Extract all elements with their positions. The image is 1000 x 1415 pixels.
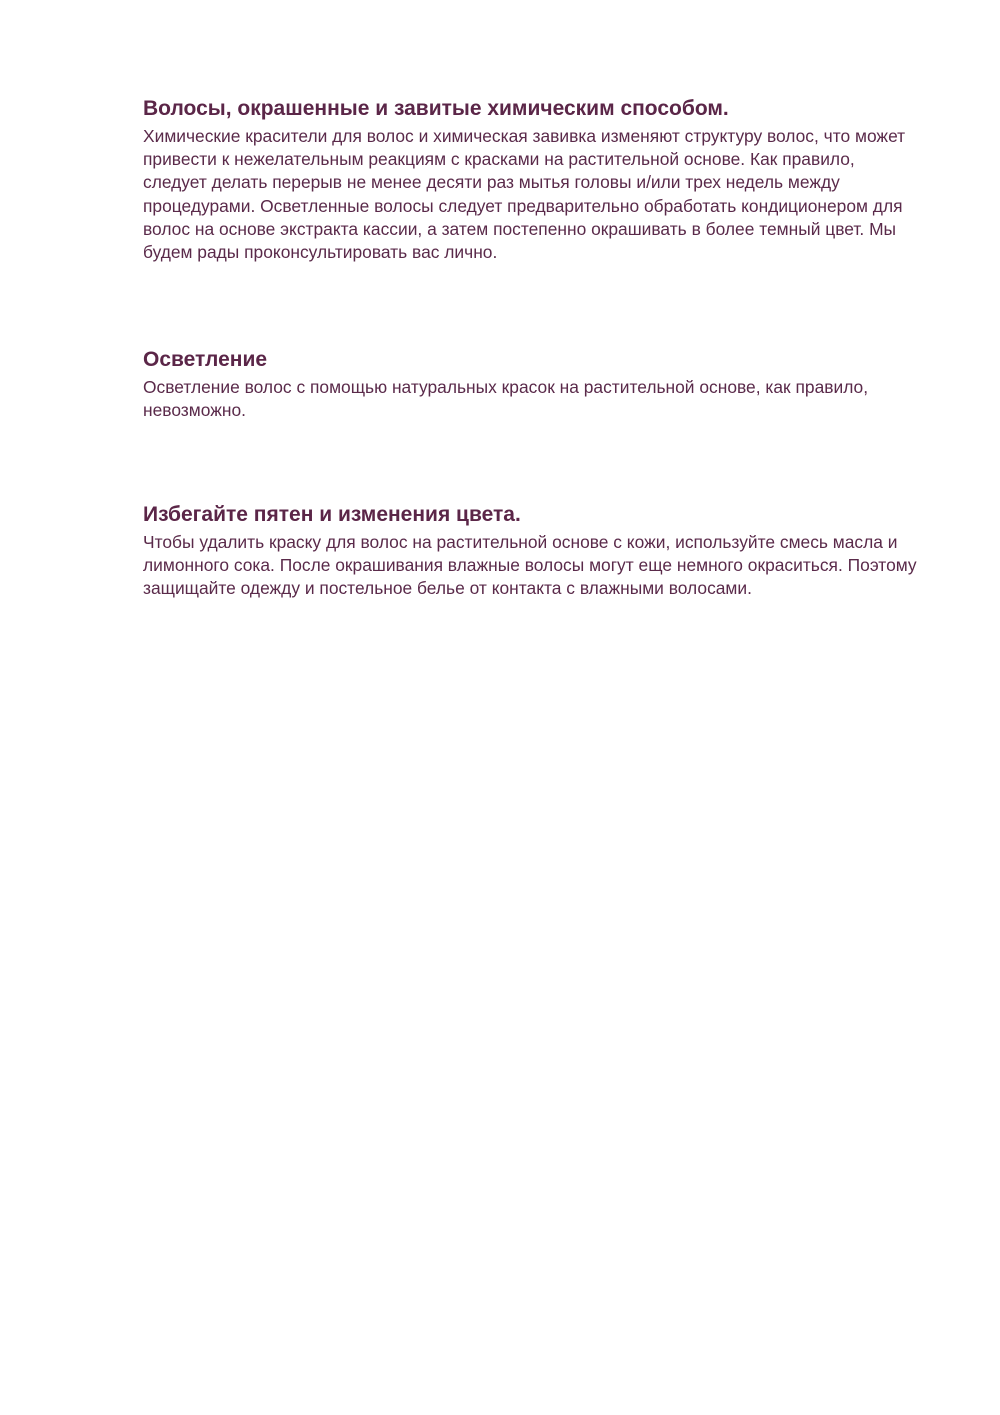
section-body: Осветление волос с помощью натуральных красок на растительной основе, как правило, невозможно. [143,377,869,421]
section-body: Химические красители для волос и химическая завивка изменяют структуру волос, что может привести к нежелательным реакциям с красками на растительной основе. Как правило, следует делать перерыв не менее десяти раз мытья головы и/или трех недель между процедурами. Осветленные волосы следует предварительно обработать кондиционером для волос на основе экстракта кассии, а затем постепенно окрашивать в более темный цвет. Мы будем рады проконсультировать вас лично. [143,126,906,263]
section-title: Волосы, окрашенные и завитые химическим способом. [143,97,729,120]
section-lightening [143,346,923,422]
section-title: Избегайте пятен и изменения цвета. [143,502,521,526]
section-body: Чтобы удалить краску для волос на растительной основе с кожи, используйте смесь масла и лимонного сока. После окрашивания влажные волосы могут еще немного окраситься. Поэтому защищайте одежду и постельное белье от контакта с влажными волосами. [143,531,917,599]
section-title: Осветление [143,348,268,372]
section-avoid-stains [143,501,923,601]
document-page [143,95,923,600]
section-chemically-treated-hair [143,95,923,264]
